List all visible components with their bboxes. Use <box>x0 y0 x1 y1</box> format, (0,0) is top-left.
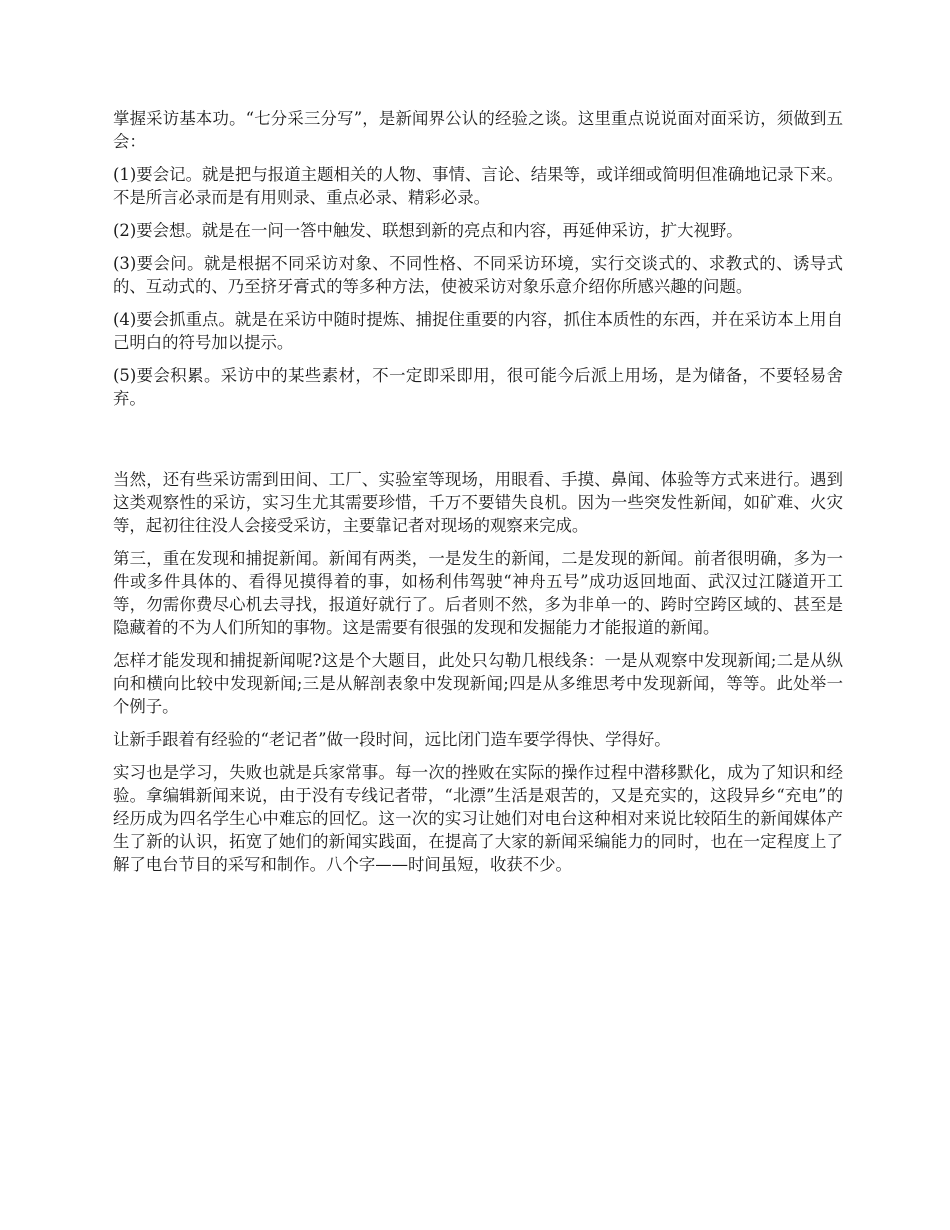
paragraph-point-3: (3)要会问。就是根据不同采访对象、不同性格、不同采访环境，实行交谈式的、求教式的、诱导式的、互动式的、乃至挤牙膏式的等多种方法，使被采访对象乐意介绍你所感兴趣的问题。 <box>113 254 843 296</box>
document-body <box>113 107 843 886</box>
paragraph-observation: 当然，还有些采访需到田间、工厂、实验室等现场，用眼看、手摸、鼻闻、体验等方式来进行。遇到这类观察性的采访，实习生尤其需要珍惜，千万不要错失良机。因为一些突发性新闻，如矿难、火灾等，起初往往没人会接受采访，主要靠记者对现场的观察来完成。 <box>113 470 843 535</box>
paragraph-how-to-find: 怎样才能发现和捕捉新闻呢?这是个大题目，此处只勾勒几根线条：一是从观察中发现新闻;二是从纵向和横向比较中发现新闻;三是从解剖表象中发现新闻;四是从多维思考中发现新闻，等等。此处举一个例子。 <box>113 651 843 716</box>
paragraph-veteran: 让新手跟着有经验的“老记者”做一段时间，远比闭门造车要学得快、学得好。 <box>113 730 671 749</box>
paragraph-point-4: (4)要会抓重点。就是在采访中随时提炼、捕捉住重要的内容，抓住本质性的东西，并在采访本上用自己明白的符号加以提示。 <box>113 310 843 352</box>
paragraph-third: 第三，重在发现和捕捉新闻。新闻有两类，一是发生的新闻，二是发现的新闻。前者很明确，多为一件或多件具体的、看得见摸得着的事，如杨利伟驾驶“神舟五号”成功返回地面、武汉过江隧道开工等，勿需你费尽心机去寻找，报道好就行了。后者则不然，多为非单一的、跨时空跨区域的、甚至是隐藏着的不为人们所知的事物。这是需要有很强的发现和发掘能力才能报道的新闻。 <box>113 549 843 637</box>
paragraph-conclusion: 实习也是学习，失败也就是兵家常事。每一次的挫败在实际的操作过程中潜移默化，成为了知识和经验。拿编辑新闻来说，由于没有专线记者带，“北漂”生活是艰苦的，又是充实的，这段异乡“充电”的经历成为四名学生心中难忘的回忆。这一次的实习让她们对电台这种相对来说比较陌生的新闻媒体产生了新的认识，拓宽了她们的新闻实践面，在提高了大家的新闻采编能力的同时，也在一定程度上了解了电台节目的采写和制作。八个字——时间虽短，收获不少。 <box>113 763 843 874</box>
paragraph-point-2: (2)要会想。就是在一问一答中触发、联想到新的亮点和内容，再延伸采访，扩大视野。 <box>113 221 743 240</box>
paragraph-intro: 掌握采访基本功。“七分采三分写”，是新闻界公认的经验之谈。这里重点说说面对面采访，须做到五会： <box>113 109 843 151</box>
paragraph-point-1: (1)要会记。就是把与报道主题相关的人物、事情、言论、结果等，或详细或简明但准确地记录下来。不是所言必录而是有用则录、重点必录、精彩必录。 <box>113 165 843 207</box>
section-gap <box>113 420 843 468</box>
paragraph-point-5: (5)要会积累。采访中的某些素材，不一定即采即用，很可能今后派上用场，是为储备，不要轻易舍弃。 <box>113 366 843 408</box>
